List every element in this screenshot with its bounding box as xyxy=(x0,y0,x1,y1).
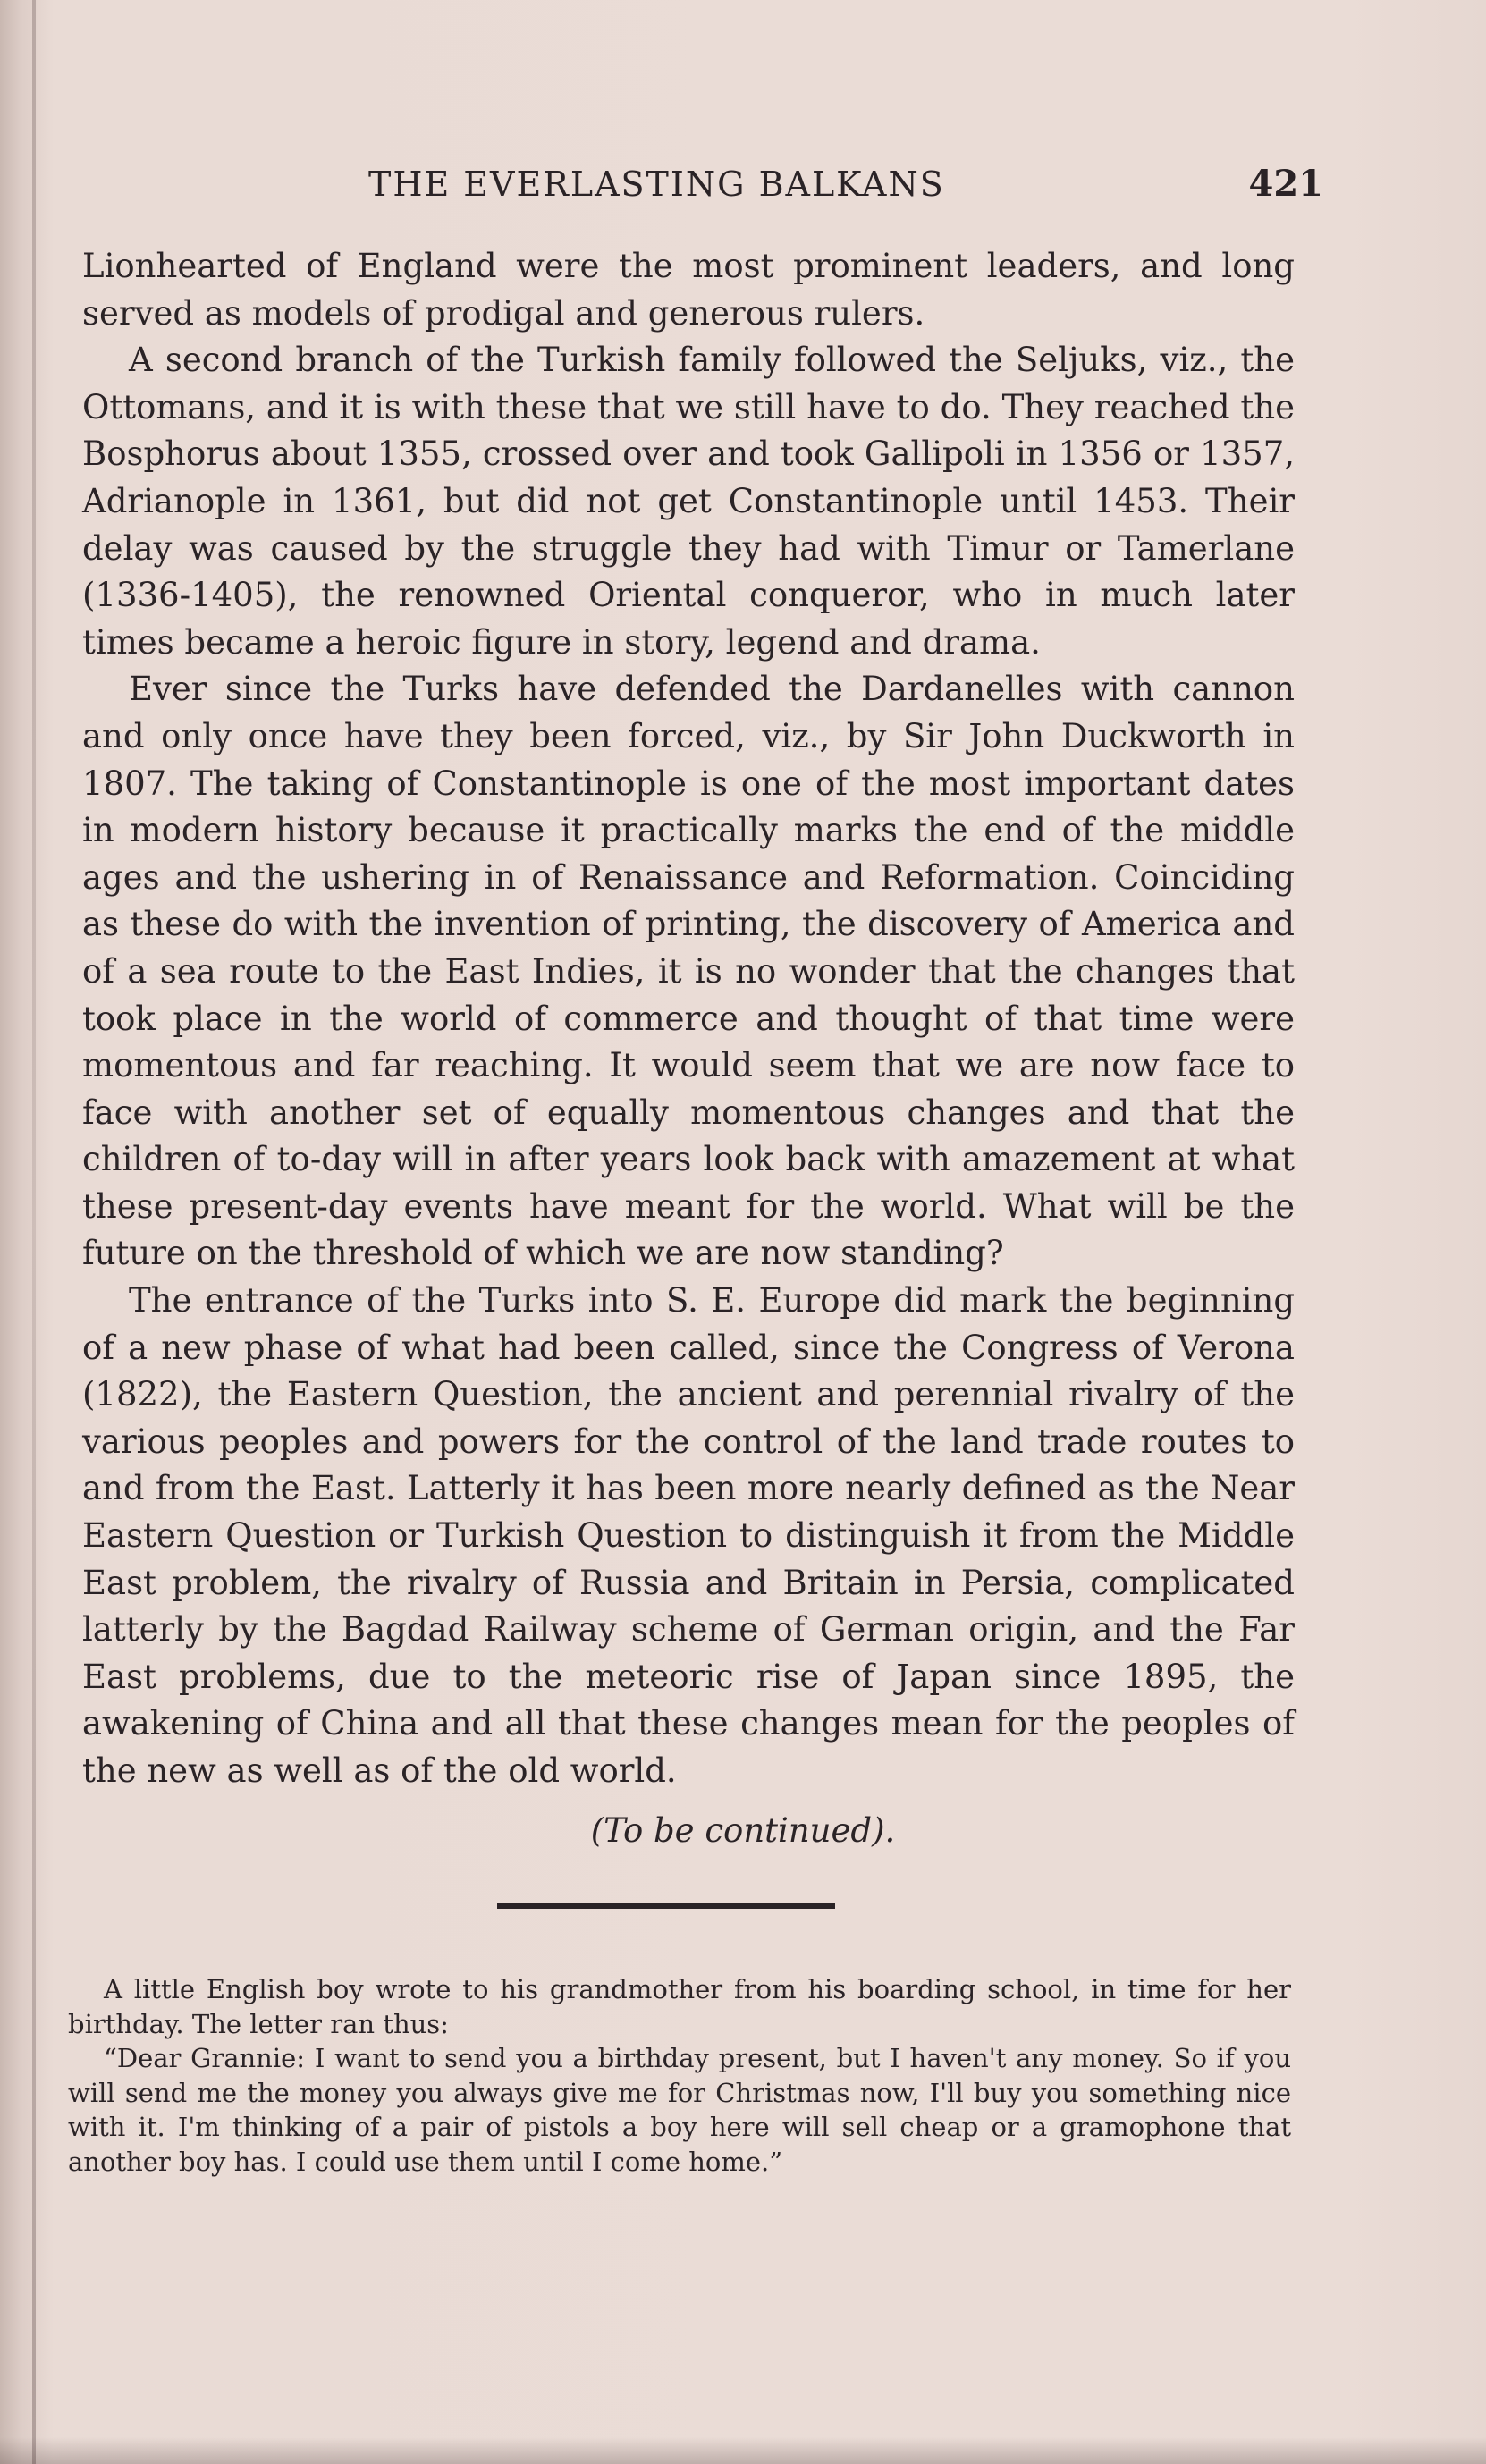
anecdote-paragraph-1: A little English boy wrote to his grandmother from his boarding school, in time for her birthday. The letter ran thus: xyxy=(68,1974,1291,2039)
body-paragraph-3: Ever since the Turks have defended the Dardanelles with cannon and only once have they been forced, viz., by Sir John Duckworth in 1807. The taking of Constantinople is one of the most important dates in modern history because it practically marks the end of the middle ages and the ushering in of Renaissance and Reformation. Coinciding as these do with the invention of printing, the discovery of America and of a sea route to the East Indies, it is no wonder that the changes that took place in the world of commerce and thought of that time were momentous and far reaching. It would seem that we are now face to face with another set of equally momentous changes and that the children of to-day will in after years look back with amazement at what these present-day events have meant for the world. What will be the future on the threshold of which we are now standing? xyxy=(82,670,1295,1273)
body-paragraph-4: The entrance of the Turks into S. E. Europe did mark the beginning of a new phase of what had been called, since the Congress of Verona (1822), the Eastern Question, the ancient and perennial rivalry of the various peoples and powers for the control of the land trade routes to and from the East. Latterly it has been more nearly defined as the Near Eastern Question or Turkish Question to distinguish it from the Middle East problem, the rivalry of Russia and Britain in Persia, complicated latterly by the Bagdad Railway scheme of German origin, and the Far East problems, due to the meteoric rise of Japan since 1895, the awakening of China and all that these changes mean for the peoples of the new as well as of the old world. xyxy=(82,1281,1295,1790)
filler-anecdote xyxy=(68,1972,1291,2179)
to-be-continued xyxy=(0,1806,1486,1856)
section-divider xyxy=(497,1903,835,1909)
binding-gutter xyxy=(32,0,36,2464)
anecdote-paragraph-2: “Dear Grannie: I want to send you a birthday present, but I haven't any money. So if you will send me the money you always give me for Christmas now, I'll buy you something nice with it. I'm thinking of a pair of pistols a boy here will sell cheap or a gramophone that another boy has. I could use them until I come home.” xyxy=(68,2043,1291,2177)
to-be-continued-text: (To be continued). xyxy=(590,1811,896,1850)
page-number: 421 xyxy=(1248,163,1323,205)
page-edge-shadow xyxy=(0,2437,1486,2464)
body-paragraph-1: Lionhearted of England were the most prominent leaders, and long served as models of prodigal and generous rulers. xyxy=(82,247,1295,333)
body-paragraph-2: A second branch of the Turkish family followed the Seljuks, viz., the Ottomans, and it is with these that we still have to do. They reached the Bosphorus about 1355, crossed over and took Gallipoli in 1356 or 1357, Adrianople in 1361, but did not get Constantinople until 1453. Their delay was caused by the struggle they had with Timur or Tamerlane (1336-1405), the renowned Oriental conqueror, who in much later times became a heroic figure in story, legend and drama. xyxy=(82,341,1295,662)
article-body xyxy=(82,243,1295,1795)
running-head xyxy=(89,157,1323,211)
running-title: THE EVERLASTING BALKANS xyxy=(368,165,945,204)
